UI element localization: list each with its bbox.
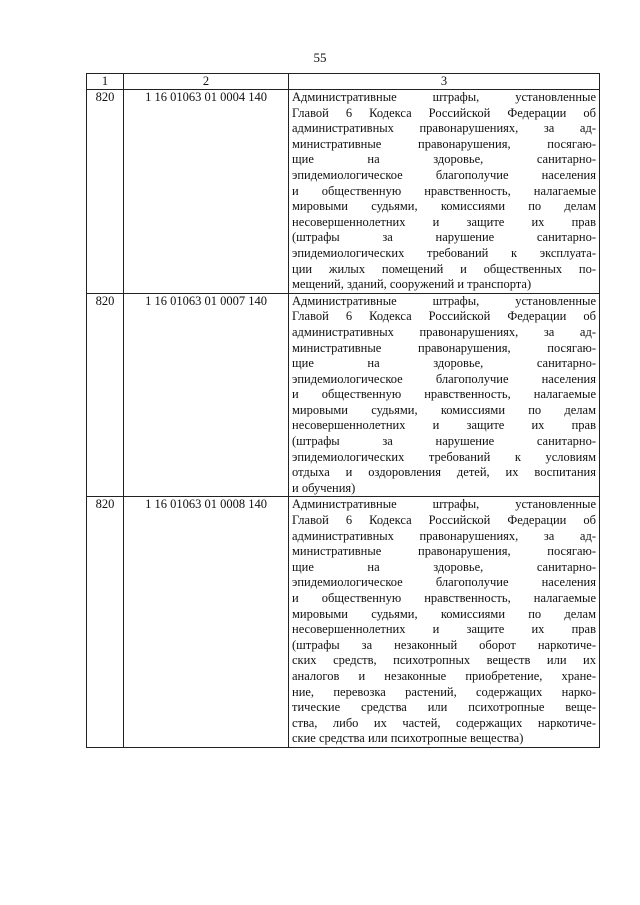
description-line: министративные правонарушения, посягаю- — [292, 340, 596, 355]
budget-code-cell: 1 16 01063 01 0007 140 — [124, 293, 289, 497]
description-line: Главой 6 Кодекса Российской Федерации об — [292, 309, 596, 324]
description-line: ции жилых помещений и общественных по- — [292, 261, 596, 276]
description-line: (штрафы за нарушение санитарно- — [292, 434, 596, 449]
description-line: эпидемиологических требований к условиям — [292, 449, 596, 464]
column-number-2: 2 — [124, 74, 289, 90]
description-line: ние, перевозка растений, содержащих нарко- — [292, 684, 596, 699]
table-row — [87, 90, 600, 294]
description-line: административных правонарушениях, за ад- — [292, 528, 596, 543]
description-line: министративные правонарушения, посягаю- — [292, 136, 596, 151]
description-line: несовершеннолетних и защите их прав — [292, 418, 596, 433]
table-row — [87, 293, 600, 497]
admin-code-cell: 820 — [87, 90, 124, 294]
description-line: административных правонарушениях, за ад- — [292, 121, 596, 136]
description-cell — [289, 497, 600, 748]
description-line: отдыха и оздоровления детей, их воспитания — [292, 465, 596, 480]
description-cell — [289, 90, 600, 294]
description-line: (штрафы за нарушение санитарно- — [292, 230, 596, 245]
table-row — [87, 497, 600, 748]
description-line: Главой 6 Кодекса Российской Федерации об — [292, 105, 596, 120]
description-line: щие на здоровье, санитарно- — [292, 152, 596, 167]
budget-code-cell: 1 16 01063 01 0004 140 — [124, 90, 289, 294]
description-line: эпидемиологическое благополучие населения — [292, 167, 596, 182]
description-line: ства, либо их частей, содержащих наркотиче- — [292, 715, 596, 730]
description-line: Административные штрафы, установленные — [292, 90, 596, 104]
description-line: (штрафы за незаконный оборот наркотиче- — [292, 637, 596, 652]
budget-codes-table — [86, 73, 600, 748]
description-line: эпидемиологическое благополучие населения — [292, 371, 596, 386]
column-number-row — [87, 74, 600, 90]
description-line: и общественную нравственность, налагаемые — [292, 183, 596, 198]
description-line: и общественную нравственность, налагаемые — [292, 387, 596, 402]
admin-code-cell: 820 — [87, 293, 124, 497]
description-line: Административные штрафы, установленные — [292, 293, 596, 308]
description-line: мещений, зданий, сооружений и транспорта) — [292, 277, 532, 292]
description-line: щие на здоровье, санитарно- — [292, 559, 596, 574]
admin-code-cell: 820 — [87, 497, 124, 748]
description-line: щие на здоровье, санитарно- — [292, 356, 596, 371]
description-line: Административные штрафы, установленные — [292, 497, 596, 512]
column-number-3: 3 — [289, 74, 600, 90]
description-line: Главой 6 Кодекса Российской Федерации об — [292, 513, 596, 528]
description-line: и обучения) — [292, 480, 356, 495]
page-number: 55 — [313, 50, 327, 65]
description-line: аналогов и незаконные приобретение, хране- — [292, 668, 596, 683]
description-line: несовершеннолетних и защите их прав — [292, 214, 596, 229]
description-line: мировыми судьями, комиссиями по делам — [292, 402, 596, 417]
column-number-1: 1 — [87, 74, 124, 90]
description-line: ских средств, психотропных веществ или их — [292, 653, 596, 668]
description-line: эпидемиологических требований к эксплуата- — [292, 245, 596, 260]
description-line: ские средства или психотропные вещества) — [292, 731, 524, 746]
description-line: эпидемиологическое благополучие населения — [292, 575, 596, 590]
description-line: несовершеннолетних и защите их прав — [292, 622, 596, 637]
description-line: мировыми судьями, комиссиями по делам — [292, 606, 596, 621]
description-cell — [289, 293, 600, 497]
description-line: мировыми судьями, комиссиями по делам — [292, 199, 596, 214]
budget-code-cell: 1 16 01063 01 0008 140 — [124, 497, 289, 748]
description-line: министративные правонарушения, посягаю- — [292, 544, 596, 559]
description-line: тические средства или психотропные веще- — [292, 700, 596, 715]
description-line: административных правонарушениях, за ад- — [292, 324, 596, 339]
description-line: и общественную нравственность, налагаемые — [292, 591, 596, 605]
